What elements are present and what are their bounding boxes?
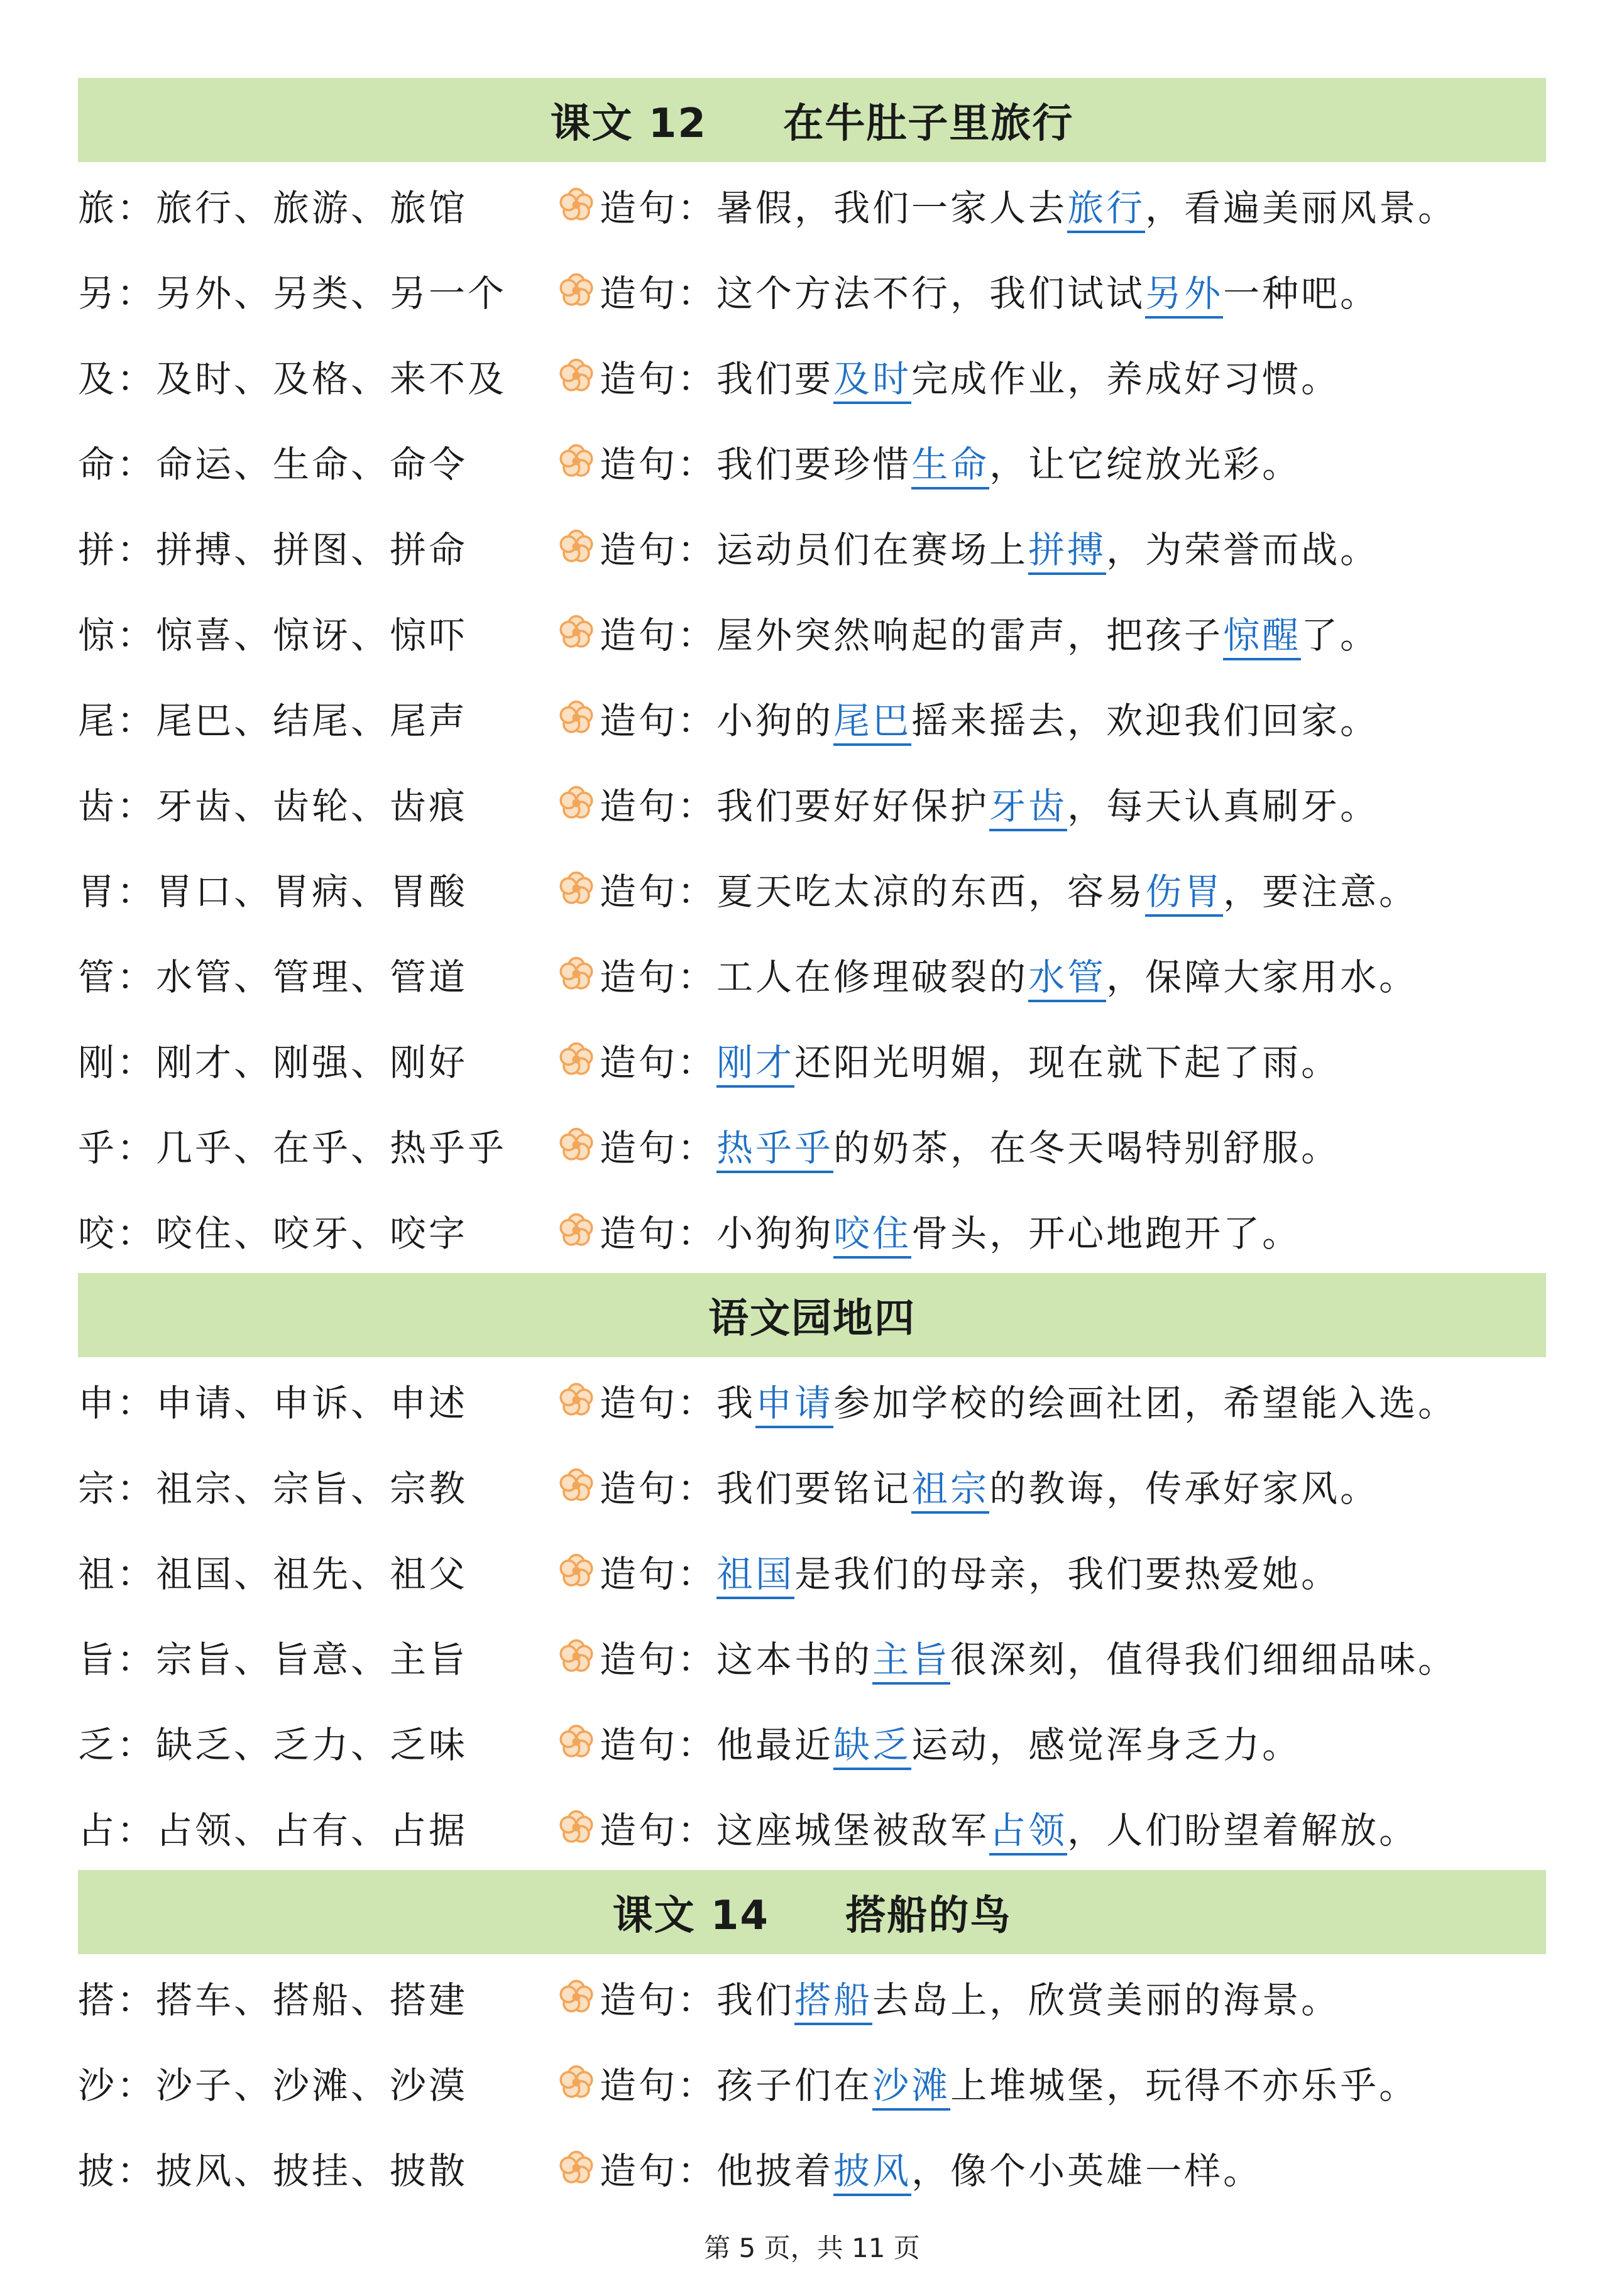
highlighted-word: 祖国	[716, 1553, 794, 1599]
entry-character: 咬	[78, 1212, 118, 1255]
entry-row	[78, 931, 1546, 1017]
highlighted-word: 牙齿	[989, 785, 1067, 831]
flower-icon	[558, 870, 595, 907]
entry-character: 旅	[78, 187, 118, 229]
highlighted-word: 缺乏	[833, 1724, 911, 1770]
example-sentence	[716, 1118, 1340, 1171]
section-header: 课文 14 搭船的鸟	[78, 1870, 1546, 1954]
entry-words: 沙子、沙滩、沙漠	[156, 2064, 468, 2107]
sentence-after: ，为荣誉而战。	[1106, 528, 1380, 571]
entry-words: 刚才、刚强、刚好	[156, 1041, 468, 1084]
entry-character: 占	[78, 1809, 118, 1852]
entry-words: 占领、占有、占据	[156, 1809, 468, 1852]
flower-icon	[558, 1553, 595, 1589]
entry-list	[78, 1357, 1546, 1870]
sentence-after: 摇来摇去，欢迎我们回家。	[911, 699, 1380, 742]
sentence-before: 这本书的	[716, 1638, 873, 1681]
entry-colon: ：	[117, 1979, 156, 2021]
sentence-after: 的教诲，传承好家风。	[989, 1467, 1380, 1510]
entry-list	[78, 162, 1546, 1273]
sentence-label: 造句：	[600, 1553, 717, 1595]
sentence-label: 造句：	[600, 956, 717, 998]
entry-character: 乎	[78, 1127, 118, 1169]
example-sentence	[716, 1459, 1379, 1512]
sentence-before: 暑假，我们一家人去	[716, 187, 1068, 229]
worksheet-page	[78, 78, 1546, 2211]
highlighted-word: 刚才	[716, 1041, 794, 1088]
example-sentence	[716, 1630, 1457, 1683]
highlighted-word: 及时	[833, 358, 911, 404]
entry-colon: ：	[117, 272, 156, 315]
sentence-label: 造句：	[600, 870, 717, 913]
entry-character: 拼	[78, 528, 118, 571]
entry-colon: ：	[117, 2064, 156, 2107]
entry-colon: ：	[117, 528, 156, 571]
entry-character: 乏	[78, 1724, 118, 1766]
sentence-before: 他披着	[716, 2150, 834, 2192]
entry-character: 及	[78, 358, 118, 400]
entry-row	[78, 1699, 1546, 1785]
sentence-label: 造句：	[600, 699, 717, 742]
sentence-label: 造句：	[600, 1724, 717, 1766]
entry-character: 搭	[78, 1979, 118, 2021]
sentence-after: ，像个小英雄一样。	[911, 2150, 1263, 2192]
entry-words: 牙齿、齿轮、齿痕	[156, 785, 468, 828]
sentence-before: 我们	[716, 1979, 795, 2021]
example-sentence	[716, 777, 1379, 829]
sentence-after: 参加学校的绘画社团，希望能入选。	[833, 1382, 1457, 1424]
entry-character: 申	[78, 1382, 118, 1424]
entry-character: 另	[78, 272, 118, 315]
section-header: 课文 12 在牛肚子里旅行	[78, 78, 1546, 162]
entry-colon: ：	[117, 1724, 156, 1766]
highlighted-word: 披风	[833, 2150, 911, 2196]
sentence-after: ，每天认真刷牙。	[1067, 785, 1380, 828]
example-sentence	[716, 691, 1379, 744]
highlighted-word: 申请	[755, 1382, 833, 1428]
entry-colon: ：	[117, 1553, 156, 1595]
highlighted-word: 生命	[911, 443, 989, 489]
entry-character: 尾	[78, 699, 118, 742]
sentence-before: 这个方法不行，我们试试	[716, 272, 1146, 315]
entry-row	[78, 1443, 1546, 1528]
entry-character: 宗	[78, 1467, 118, 1510]
flower-icon	[558, 1809, 595, 1845]
entry-words: 胃口、胃病、胃酸	[156, 870, 468, 913]
sentence-before: 他最近	[716, 1724, 834, 1766]
sentence-after: 还阳光明媚，现在就下起了雨。	[794, 1041, 1341, 1084]
example-sentence	[716, 1374, 1457, 1426]
sentence-after: 上堆城堡，玩得不亦乐乎。	[950, 2064, 1418, 2107]
sentence-after: ，要注意。	[1223, 870, 1418, 913]
sentence-before: 工人在修理破裂的	[716, 956, 1029, 998]
entry-words: 另外、另类、另一个	[156, 272, 507, 315]
sentence-label: 造句：	[600, 2064, 717, 2107]
sentence-after: ，看遍美丽风景。	[1145, 187, 1457, 229]
entry-words: 旅行、旅游、旅馆	[156, 187, 468, 229]
entry-row	[78, 1017, 1546, 1102]
entry-character: 命	[78, 443, 118, 486]
entry-colon: ：	[117, 785, 156, 828]
entry-row	[78, 589, 1546, 675]
sentence-label: 造句：	[600, 614, 717, 657]
sentence-label: 造句：	[600, 358, 717, 400]
sentence-after: 完成作业，养成好习惯。	[911, 358, 1341, 400]
highlighted-word: 咬住	[833, 1212, 911, 1259]
flower-icon	[558, 1382, 595, 1418]
sentence-after: 的奶茶，在冬天喝特别舒服。	[833, 1127, 1341, 1169]
flower-icon	[558, 1212, 595, 1249]
entry-character: 胃	[78, 870, 118, 913]
entry-character: 披	[78, 2150, 118, 2192]
entry-colon: ：	[117, 2150, 156, 2192]
sentence-label: 造句：	[600, 272, 717, 315]
sentence-before: 小狗的	[716, 699, 834, 742]
sentence-after: 骨头，开心地跑开了。	[911, 1212, 1302, 1255]
example-sentence	[716, 435, 1301, 488]
entry-words: 水管、管理、管道	[156, 956, 468, 998]
flower-icon	[558, 2150, 595, 2186]
entry-words: 拼搏、拼图、拼命	[156, 528, 468, 571]
sentence-before: 我	[716, 1382, 756, 1424]
sentence-after: ，人们盼望着解放。	[1067, 1809, 1418, 1852]
sentence-before: 小狗狗	[716, 1212, 834, 1255]
entry-row	[78, 1954, 1546, 2040]
entry-words: 披风、披挂、披散	[156, 2150, 468, 2192]
flower-icon	[558, 1979, 595, 2015]
sentence-before: 我们要好好保护	[716, 785, 990, 828]
flower-icon	[558, 1127, 595, 1163]
sentence-label: 造句：	[600, 1127, 717, 1169]
flower-icon	[558, 1724, 595, 1760]
entry-words: 申请、申诉、申述	[156, 1382, 468, 1424]
entry-colon: ：	[117, 1212, 156, 1255]
page-footer: 第 5 页，共 11 页	[704, 2233, 920, 2263]
sentence-label: 造句：	[600, 1638, 717, 1681]
highlighted-word: 惊醒	[1223, 614, 1301, 660]
entry-row	[78, 162, 1546, 248]
entry-character: 刚	[78, 1041, 118, 1084]
entry-colon: ：	[117, 699, 156, 742]
entry-row	[78, 418, 1546, 504]
entry-colon: ：	[117, 1467, 156, 1510]
entry-words: 尾巴、结尾、尾声	[156, 699, 468, 742]
flower-icon	[558, 614, 595, 650]
flower-icon	[558, 272, 595, 309]
highlighted-word: 旅行	[1067, 187, 1145, 233]
entry-row	[78, 2125, 1546, 2211]
sentence-after: 一种吧。	[1223, 272, 1380, 315]
example-sentence	[716, 606, 1379, 659]
sentence-label: 造句：	[600, 1382, 717, 1424]
entry-character: 齿	[78, 785, 118, 828]
entry-row	[78, 675, 1546, 760]
sentence-before: 屋外突然响起的雷声，把孩子	[716, 614, 1224, 657]
example-sentence	[716, 349, 1340, 402]
highlighted-word: 伤胃	[1145, 870, 1223, 917]
section-header: 语文园地四	[78, 1273, 1546, 1357]
sentence-after: ，保障大家用水。	[1106, 956, 1418, 998]
entry-words: 几乎、在乎、热乎乎	[156, 1127, 507, 1169]
entry-character: 惊	[78, 614, 118, 657]
sentence-label: 造句：	[600, 1979, 717, 2021]
flower-icon	[558, 187, 595, 223]
sentence-label: 造句：	[600, 1041, 717, 1084]
flower-icon	[558, 1638, 595, 1675]
entry-row	[78, 1785, 1546, 1870]
entry-character: 祖	[78, 1553, 118, 1595]
example-sentence	[716, 948, 1418, 1000]
entry-colon: ：	[117, 614, 156, 657]
highlighted-word: 拼搏	[1028, 528, 1106, 575]
flower-icon	[558, 443, 595, 479]
entry-words: 咬住、咬牙、咬字	[156, 1212, 468, 1255]
example-sentence	[716, 1544, 1340, 1597]
flower-icon	[558, 2064, 595, 2101]
highlighted-word: 搭船	[794, 1979, 872, 2025]
sentence-before: 这座城堡被敌军	[716, 1809, 990, 1852]
example-sentence	[716, 178, 1457, 231]
sentence-before: 我们要铭记	[716, 1467, 912, 1510]
sentence-label: 造句：	[600, 2150, 717, 2192]
sentence-label: 造句：	[600, 187, 717, 229]
sentence-before: 孩子们在	[716, 2064, 873, 2107]
example-sentence	[716, 2056, 1418, 2109]
entry-character: 沙	[78, 2064, 118, 2107]
flower-icon	[558, 699, 595, 736]
example-sentence	[716, 1204, 1301, 1257]
highlighted-word: 热乎乎	[716, 1127, 833, 1173]
entry-words: 命运、生命、命令	[156, 443, 468, 486]
highlighted-word: 沙滩	[872, 2064, 950, 2111]
entry-row	[78, 1357, 1546, 1443]
sentence-before: 我们要	[716, 358, 834, 400]
sentence-before: 运动员们在赛场上	[716, 528, 1029, 571]
sentence-label: 造句：	[600, 1212, 717, 1255]
entry-colon: ：	[117, 1041, 156, 1084]
flower-icon	[558, 1467, 595, 1504]
highlighted-word: 尾巴	[833, 699, 911, 746]
sentence-label: 造句：	[600, 1467, 717, 1510]
sentence-after: 了。	[1301, 614, 1380, 657]
entry-colon: ：	[117, 443, 156, 486]
entry-colon: ：	[117, 1638, 156, 1681]
entry-words: 祖国、祖先、祖父	[156, 1553, 468, 1595]
flower-icon	[558, 785, 595, 821]
example-sentence	[716, 1801, 1418, 1854]
entry-character: 管	[78, 956, 118, 998]
sentence-after: 去岛上，欣赏美丽的海景。	[872, 1979, 1341, 2021]
flower-icon	[558, 1041, 595, 1078]
example-sentence	[716, 1715, 1301, 1768]
example-sentence	[716, 1033, 1340, 1086]
entry-colon: ：	[117, 1809, 156, 1852]
entry-colon: ：	[117, 1127, 156, 1169]
example-sentence	[716, 1971, 1340, 2023]
flower-icon	[558, 956, 595, 992]
example-sentence	[716, 264, 1379, 317]
entry-words: 搭车、搭船、搭建	[156, 1979, 468, 2021]
flower-icon	[558, 358, 595, 394]
entry-row	[78, 1188, 1546, 1273]
entry-list	[78, 1954, 1546, 2211]
entry-row	[78, 1528, 1546, 1614]
example-sentence	[716, 2141, 1262, 2194]
entry-character: 旨	[78, 1638, 118, 1681]
highlighted-word: 主旨	[872, 1638, 950, 1685]
sentence-after: 很深刻，值得我们细细品味。	[950, 1638, 1457, 1681]
example-sentence	[716, 520, 1379, 573]
entry-colon: ：	[117, 358, 156, 400]
entry-row	[78, 333, 1546, 418]
entry-row	[78, 504, 1546, 589]
sentence-label: 造句：	[600, 1809, 717, 1852]
example-sentence	[716, 862, 1418, 915]
highlighted-word: 祖宗	[911, 1467, 989, 1514]
sentence-before: 我们要珍惜	[716, 443, 912, 486]
sentence-label: 造句：	[600, 785, 717, 828]
sentence-after: ，让它绽放光彩。	[989, 443, 1302, 486]
entry-words: 祖宗、宗旨、宗教	[156, 1467, 468, 1510]
entry-colon: ：	[117, 870, 156, 913]
entry-words: 缺乏、乏力、乏味	[156, 1724, 468, 1766]
entry-words: 惊喜、惊讶、惊吓	[156, 614, 468, 657]
entry-colon: ：	[117, 956, 156, 998]
entry-words: 宗旨、旨意、主旨	[156, 1638, 468, 1681]
entry-colon: ：	[117, 187, 156, 229]
sentence-before: 夏天吃太凉的东西，容易	[716, 870, 1146, 913]
highlighted-word: 另外	[1145, 272, 1223, 319]
flower-icon	[558, 528, 595, 565]
entry-row	[78, 1102, 1546, 1188]
entry-row	[78, 760, 1546, 846]
entry-colon: ：	[117, 1382, 156, 1424]
entry-row	[78, 846, 1546, 931]
sentence-label: 造句：	[600, 528, 717, 571]
highlighted-word: 水管	[1028, 956, 1106, 1002]
entry-row	[78, 248, 1546, 333]
entry-row	[78, 1614, 1546, 1699]
sentence-after: 是我们的母亲，我们要热爱她。	[794, 1553, 1341, 1595]
sentence-label: 造句：	[600, 443, 717, 486]
entry-row	[78, 2040, 1546, 2125]
highlighted-word: 占领	[989, 1809, 1067, 1856]
sentence-after: 运动，感觉浑身乏力。	[911, 1724, 1302, 1766]
entry-words: 及时、及格、来不及	[156, 358, 507, 400]
